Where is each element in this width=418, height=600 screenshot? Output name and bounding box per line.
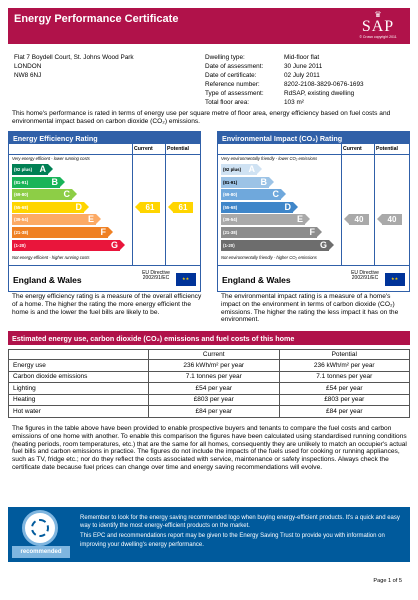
band-letter: F <box>100 227 106 237</box>
certificate-header <box>8 8 410 44</box>
row-label: Carbon dioxide emissions <box>9 371 149 383</box>
band-arrow-icon <box>293 202 298 212</box>
eu-flag-icon: ★★ <box>385 273 405 286</box>
potential-header: Potential <box>279 350 410 360</box>
band-arrow-icon <box>281 189 286 199</box>
band-arrow-icon <box>120 240 125 250</box>
eu-flag-icon: ★★ <box>176 273 196 286</box>
detail-value: 8202-2108-3829-0676-1693 <box>284 81 364 88</box>
current-value: £54 per year <box>149 383 280 395</box>
band-range: (39-54) <box>223 217 238 223</box>
current-column-label: Current <box>134 146 153 152</box>
band-range: (92 plus) <box>14 167 33 172</box>
bottom-note: Not energy efficient - higher running costs <box>12 255 90 260</box>
address-line-3: NW8 6NJ <box>14 72 42 79</box>
band-letter: C <box>272 189 279 200</box>
band-range: (81-91) <box>14 179 29 185</box>
rating-band-f <box>221 227 317 238</box>
band-arrow-icon <box>269 177 274 187</box>
rating-band-a <box>12 164 48 175</box>
band-arrow-icon <box>305 214 310 224</box>
row-label: Hot water <box>9 406 149 418</box>
divider <box>218 265 409 266</box>
band-range: (1-20) <box>14 242 26 248</box>
band-range: (81-91) <box>223 179 238 185</box>
rating-band-d <box>12 202 84 213</box>
band-letter: B <box>260 176 267 187</box>
environment-bands <box>221 164 341 252</box>
band-arrow-icon <box>72 189 77 199</box>
rating-band-b <box>221 177 269 188</box>
crown-icon: ♛ <box>374 10 382 19</box>
efficiency-description: The energy efficiency rating is a measure of the overall efficiency of a home. The higher the rating the more energy efficient the home is and the lower the fuel bills are likely to be. <box>12 293 202 316</box>
potential-value: 236 kWh/m² per year <box>279 360 410 372</box>
band-letter: B <box>51 176 58 187</box>
rating-band-f <box>12 227 108 238</box>
page-number: Page 1 of 5 <box>373 578 402 584</box>
sap-logo-text: SAP <box>361 18 395 35</box>
current-header: Current <box>149 350 280 360</box>
table-row <box>9 360 410 372</box>
band-arrow-icon <box>60 177 65 187</box>
banner-line-2: This EPC and recommendations report may be given to the Energy Saving Trust to provide you with information on improving your dwelling's energy performance. <box>80 533 385 548</box>
divider <box>374 144 375 265</box>
energy-saving-recommended-logo <box>12 510 70 559</box>
summary-text: This home's performance is rated in terms of energy use per square metre of floor area, energy efficiency based on fuel costs and environmental impact based on carbon dioxide (CO₂) emissions. <box>12 110 391 125</box>
figures-explanation: The figures in the table above have been provided to enable prospective buyers and tenants to compare the fuel costs and carbon emissions of one home with another. To enable this comparison the figures have been calculated using standardised running conditions (heating periods, room temperatures, etc.) that are the same for all homes, consequently they are unlikely to match an occupier's actual fuel bills and carbon emissions in practice. The figures do not include the impacts of the fuels used for cooking or running appliances, such as TV, fridge etc.; nor do they reflect the costs associated with service, maintenance or safety inspections. Always check the certificate date because fuel prices can change over time and energy saving recommendations will evolve. <box>12 425 407 471</box>
rating-band-d <box>221 202 293 213</box>
band-arrow-icon <box>108 227 113 237</box>
efficiency-bands <box>12 164 132 252</box>
divider <box>132 144 133 265</box>
rating-band-e <box>12 214 96 225</box>
divider <box>341 144 342 265</box>
detail-value: 103 m² <box>284 99 304 106</box>
rating-band-g <box>12 240 120 251</box>
potential-rating-marker <box>377 214 403 225</box>
detail-value: 02 July 2011 <box>284 72 320 79</box>
band-range: (21-38) <box>223 230 238 235</box>
current-rating-value: 40 <box>349 214 369 225</box>
current-value: £84 per year <box>149 406 280 418</box>
band-letter: A <box>39 164 46 174</box>
band-letter: D <box>284 201 291 212</box>
eu-directive: EU Directive 2002/91/EC <box>351 270 379 282</box>
potential-value: £54 per year <box>279 383 410 395</box>
rating-band-a <box>221 164 257 175</box>
band-range: (92 plus) <box>223 167 242 172</box>
detail-value: 30 June 2011 <box>284 63 323 70</box>
divider <box>9 154 200 155</box>
top-note: Very environmentally friendly - lower CO₂ emissions <box>221 156 318 161</box>
rating-band-c <box>12 189 72 200</box>
energy-efficiency-title: Energy Efficiency Rating <box>9 132 200 144</box>
top-note: Very energy efficient - lower running costs <box>12 156 90 161</box>
row-label: Lighting <box>9 383 149 395</box>
table-row <box>9 394 410 406</box>
eu-directive: EU Directive 2002/91/EC <box>142 270 170 282</box>
potential-rating-marker <box>168 202 194 213</box>
rating-band-c <box>221 189 281 200</box>
environmental-impact-title: Environmental Impact (CO₂) Rating <box>218 132 409 144</box>
band-letter: G <box>110 239 118 250</box>
potential-value: 7.1 tonnes per year <box>279 371 410 383</box>
band-range: (1-20) <box>223 242 235 248</box>
rating-band-e <box>221 214 305 225</box>
band-letter: E <box>87 214 94 225</box>
detail-key: Total floor area: <box>205 99 250 106</box>
address-line-2: LONDON <box>14 63 42 70</box>
band-letter: E <box>296 214 303 225</box>
detail-value: RdSAP, existing dwelling <box>284 90 355 97</box>
environment-description: The environmental impact rating is a measure of a home's impact on the environment in terms of carbon dioxide (CO₂) emissions. The higher the rating the less impact it has on the environment. <box>221 293 399 324</box>
band-arrow-icon <box>317 227 322 237</box>
blank-header <box>9 350 149 360</box>
energy-efficiency-panel <box>8 131 201 292</box>
rating-band-g <box>221 240 329 251</box>
banner-text <box>80 514 406 549</box>
table-row <box>9 406 410 418</box>
band-range: (21-38) <box>14 230 29 235</box>
logo-label: recommended <box>12 546 70 558</box>
environmental-impact-panel <box>217 131 410 292</box>
band-arrow-icon <box>48 164 53 174</box>
band-letter: D <box>75 201 82 212</box>
potential-rating-value: 40 <box>382 214 402 225</box>
bottom-note: Not environmentally friendly - higher CO₂ emissions <box>221 255 317 260</box>
band-arrow-icon <box>329 240 334 250</box>
region-label: England & Wales <box>222 275 291 285</box>
current-rating-marker <box>135 202 161 213</box>
table-header-row <box>9 350 410 360</box>
row-label: Heating <box>9 394 149 406</box>
costs-table <box>8 349 410 418</box>
band-range: (69-80) <box>223 192 238 198</box>
divider <box>9 265 200 266</box>
current-value: £803 per year <box>149 394 280 406</box>
band-range: (69-80) <box>14 192 29 198</box>
energy-saving-banner <box>8 507 410 562</box>
table-row <box>9 371 410 383</box>
band-letter: G <box>319 239 327 250</box>
detail-value: Mid-floor flat <box>284 54 320 61</box>
potential-rating-value: 61 <box>173 202 193 213</box>
current-column-label: Current <box>343 146 362 152</box>
detail-key: Dwelling type: <box>205 54 245 61</box>
detail-key: Date of certificate: <box>205 72 257 79</box>
current-rating-marker <box>344 214 370 225</box>
band-range: (55-68) <box>223 204 238 210</box>
energy-saving-circle-icon <box>22 510 58 546</box>
potential-value: £803 per year <box>279 394 410 406</box>
table-row <box>9 383 410 395</box>
potential-column-label: Potential <box>376 146 398 152</box>
detail-key: Reference number: <box>205 81 260 88</box>
band-arrow-icon <box>257 164 262 174</box>
current-rating-value: 61 <box>140 202 160 213</box>
certificate-title: Energy Performance Certificate <box>14 13 179 25</box>
potential-column-label: Potential <box>167 146 189 152</box>
detail-key: Type of assessment: <box>205 90 264 97</box>
rating-band-b <box>12 177 60 188</box>
sap-logo <box>352 11 404 41</box>
address-line-1: Flat 7 Boydell Court, St. Johns Wood Park <box>14 54 134 61</box>
crown-copyright: © Crown copyright 2011 <box>359 35 397 39</box>
band-range: (39-54) <box>14 217 29 223</box>
region-label: England & Wales <box>13 275 82 285</box>
band-letter: C <box>63 189 70 200</box>
divider <box>218 154 409 155</box>
band-letter: A <box>248 164 255 174</box>
band-range: (55-68) <box>14 204 29 210</box>
current-value: 236 kWh/m² per year <box>149 360 280 372</box>
band-letter: F <box>309 227 315 237</box>
divider <box>165 144 166 265</box>
banner-line-1: Remember to look for the energy saving recommended logo when buying energy-efficient products. It's a quick and easy way to identify the most energy-efficient products on the market. <box>80 515 400 530</box>
band-arrow-icon <box>84 202 89 212</box>
band-arrow-icon <box>96 214 101 224</box>
detail-key: Date of assessment: <box>205 63 264 70</box>
costs-title: Estimated energy use, carbon dioxide (CO₂) emissions and fuel costs of this home <box>8 331 410 345</box>
current-value: 7.1 tonnes per year <box>149 371 280 383</box>
energy-saving-inner-icon <box>31 519 49 537</box>
row-label: Energy use <box>9 360 149 372</box>
potential-value: £84 per year <box>279 406 410 418</box>
